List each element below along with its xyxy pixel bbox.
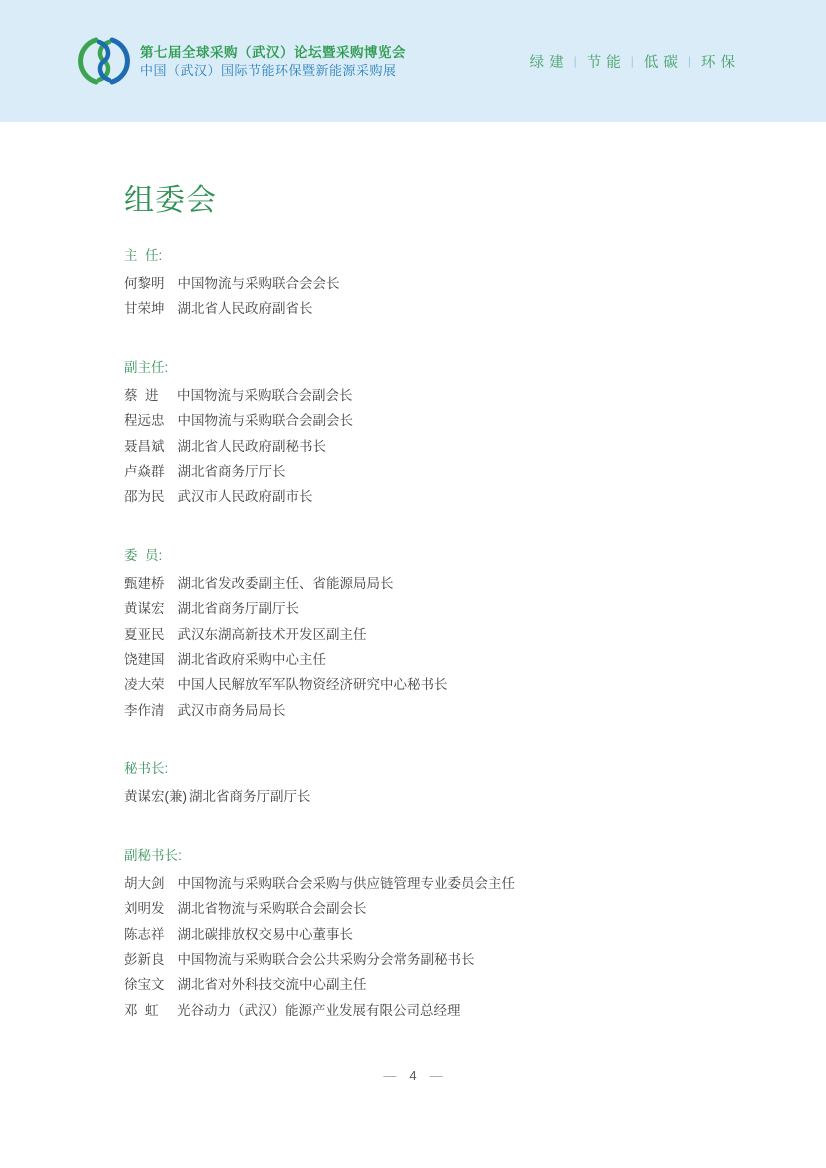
- page-number: 4: [409, 1068, 417, 1083]
- member-name: 凌大荣: [124, 677, 165, 693]
- member-title: 湖北省商务厅副厅长: [189, 789, 311, 805]
- member-title: 中国物流与采购联合会副会长: [177, 387, 353, 403]
- member-name: 甄建桥: [124, 575, 165, 591]
- member-row: [124, 947, 826, 972]
- footer-dash-left: —: [383, 1068, 397, 1083]
- member-title: 湖北省物流与采购联合会副会长: [177, 901, 367, 917]
- member-name: 夏亚民: [124, 626, 165, 642]
- nav-separator: |: [630, 54, 634, 68]
- section-label: 主 任:: [124, 248, 163, 263]
- section-label: 委 员:: [124, 547, 163, 563]
- member-row: [124, 972, 826, 997]
- member-title: 湖北省发改委副主任、省能源局局长: [177, 575, 394, 591]
- member-title: 光谷动力（武汉）能源产业发展有限公司总经理: [177, 1002, 461, 1018]
- section-deputy-director: [124, 358, 826, 510]
- member-row: [124, 459, 826, 484]
- member-title: 湖北碳排放权交易中心董事长: [177, 926, 353, 942]
- member-row: [124, 784, 826, 809]
- page-title: 组委会: [124, 184, 217, 217]
- member-title: 中国物流与采购联合会采购与供应链管理专业委员会主任: [177, 875, 515, 891]
- member-row: [124, 484, 826, 509]
- member-name: 程远忠: [124, 413, 165, 429]
- brand-text: [140, 44, 406, 79]
- member-title: 湖北省人民政府副省长: [177, 301, 313, 317]
- section-members: [124, 546, 826, 723]
- member-row: [124, 434, 826, 459]
- member-name: 胡大剑: [124, 875, 165, 891]
- nav-separator: |: [687, 54, 691, 68]
- member-name: 甘荣坤: [124, 301, 165, 317]
- expo-title: 第七届全球采购（武汉）论坛暨采购博览会: [140, 44, 406, 60]
- member-name: 彭新良: [124, 951, 165, 967]
- member-row: [124, 571, 826, 596]
- section-label: 副秘书长:: [124, 847, 182, 863]
- member-row: [124, 698, 826, 723]
- member-title: 中国人民解放军军队物资经济研究中心秘书长: [177, 677, 448, 693]
- member-row: [124, 998, 826, 1023]
- member-title: 湖北省商务厅厅长: [177, 464, 286, 480]
- member-name: 邵为民: [124, 489, 165, 505]
- member-name: 陈志祥: [124, 926, 165, 942]
- nav-separator: |: [573, 54, 577, 68]
- member-name: 饶建国: [124, 652, 165, 668]
- expo-subtitle: 中国（武汉）国际节能环保暨新能源采购展: [140, 62, 397, 78]
- member-row: [124, 672, 826, 697]
- member-title: 武汉东湖高新技术开发区副主任: [177, 626, 367, 642]
- member-title: 湖北省对外科技交流中心副主任: [177, 977, 367, 993]
- member-name: 聂昌斌: [124, 438, 165, 454]
- member-name: 徐宝文: [124, 977, 165, 993]
- member-row: [124, 383, 826, 408]
- brand: [78, 35, 406, 87]
- member-row: [124, 871, 826, 896]
- member-row: [124, 271, 826, 296]
- member-title: 武汉市商务局局长: [177, 702, 286, 718]
- member-row: [124, 596, 826, 621]
- member-title: 湖北省政府采购中心主任: [177, 652, 326, 668]
- section-label: 秘书长:: [124, 761, 169, 777]
- member-name: 黄谋宏: [124, 601, 165, 617]
- section-deputy-secretary-general: [124, 846, 826, 1023]
- member-title: 湖北省商务厅副厅长: [177, 601, 299, 617]
- member-row: [124, 922, 826, 947]
- nav-item-green-building: 绿建: [529, 54, 569, 71]
- member-name: 刘明发: [124, 901, 165, 917]
- footer-dash-right: —: [429, 1068, 443, 1083]
- member-title: 湖北省人民政府副秘书长: [177, 438, 326, 454]
- nav-item-eco-friendly: 环保: [701, 54, 740, 71]
- expo-logo-icon: [78, 35, 130, 87]
- member-row: [124, 408, 826, 433]
- page-header: [0, 0, 826, 122]
- member-name: 黄谋宏(兼): [124, 789, 187, 805]
- member-title: 武汉市人民政府副市长: [177, 489, 313, 505]
- member-row: [124, 647, 826, 672]
- section-secretary-general: [124, 759, 826, 809]
- header-nav: [530, 51, 740, 72]
- member-title: 中国物流与采购联合会公共采购分会常务副秘书长: [177, 951, 475, 967]
- page-footer: [0, 1068, 826, 1083]
- nav-item-energy-saving: 节能: [586, 54, 626, 71]
- content: [0, 122, 826, 1023]
- member-name: 李作清: [124, 702, 165, 718]
- member-name: 何黎明: [124, 276, 165, 291]
- member-title: 中国物流与采购联合会会长: [177, 276, 340, 291]
- member-title: 中国物流与采购联合会副会长: [177, 413, 353, 429]
- member-name: 蔡 进: [124, 387, 159, 403]
- member-row: [124, 296, 826, 321]
- member-row: [124, 896, 826, 921]
- member-name: 卢焱群: [124, 464, 165, 480]
- section-director: [124, 246, 826, 322]
- section-label: 副主任:: [124, 359, 169, 375]
- nav-item-low-carbon: 低碳: [643, 54, 683, 71]
- member-name: 邓 虹: [124, 1002, 159, 1018]
- member-row: [124, 622, 826, 647]
